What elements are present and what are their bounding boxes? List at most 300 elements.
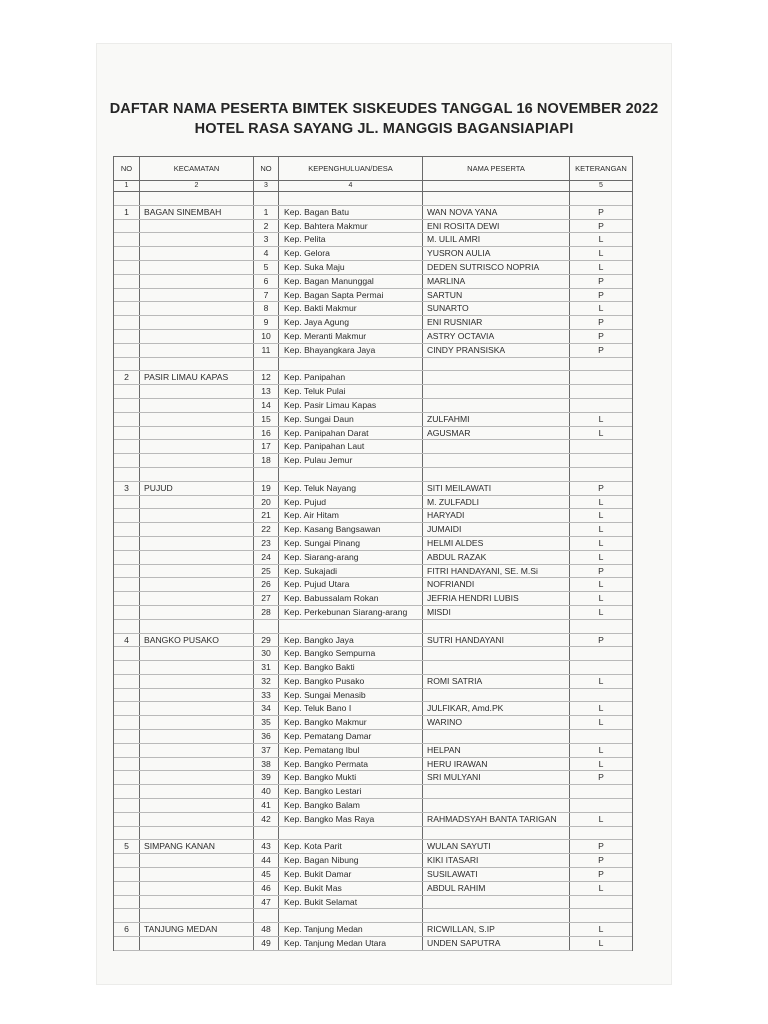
- desa-no: 23: [254, 537, 279, 550]
- empty-cell: [279, 827, 423, 840]
- empty-cell: [140, 882, 254, 895]
- gender-code: P: [598, 344, 604, 355]
- empty-cell: [570, 192, 632, 205]
- desa-name: Kep. Siarang-arang: [279, 551, 423, 564]
- empty-cell: [423, 358, 570, 371]
- table-row: [114, 302, 632, 316]
- desa-no: 25: [254, 565, 279, 578]
- gender-code: P: [598, 841, 604, 852]
- empty-cell: [140, 868, 254, 881]
- col-number: 1: [114, 181, 140, 191]
- desa-name: Kep. Panipahan Darat: [279, 427, 423, 440]
- participant-name: KIKI ITASARI: [423, 854, 570, 867]
- desa-no: 33: [254, 689, 279, 702]
- desa-no: 34: [254, 702, 279, 715]
- desa-name: Kep. Pematang Damar: [279, 730, 423, 743]
- empty-cell: [140, 537, 254, 550]
- desa-no: 14: [254, 399, 279, 412]
- empty-cell: [114, 385, 140, 398]
- table-row: [114, 551, 632, 565]
- gender-code: [570, 647, 632, 660]
- kecamatan-no: 2: [114, 371, 140, 384]
- empty-cell: [140, 675, 254, 688]
- participant-name: [423, 689, 570, 702]
- table-row: [114, 537, 632, 551]
- desa-no: 29: [254, 634, 279, 647]
- empty-cell: [114, 565, 140, 578]
- desa-no: 15: [254, 413, 279, 426]
- desa-name: Kep. Bangko Makmur: [279, 716, 423, 729]
- gender-code: P: [598, 855, 604, 866]
- table-row: [114, 496, 632, 510]
- participant-name: [423, 399, 570, 412]
- empty-cell: [140, 358, 254, 371]
- gender-code: L: [598, 813, 604, 824]
- desa-no: 4: [254, 247, 279, 260]
- empty-cell: [423, 909, 570, 922]
- empty-cell: [140, 771, 254, 784]
- empty-cell: [140, 440, 254, 453]
- gender-code: L: [598, 413, 604, 424]
- kecamatan-no: 4: [114, 634, 140, 647]
- table-row: [114, 675, 632, 689]
- desa-no: 40: [254, 785, 279, 798]
- desa-name: Kep. Panipahan Laut: [279, 440, 423, 453]
- empty-cell: [114, 440, 140, 453]
- participant-name: SITI MEILAWATI: [423, 482, 570, 495]
- participant-name: SUNARTO: [423, 302, 570, 315]
- desa-no: 32: [254, 675, 279, 688]
- desa-no: 7: [254, 289, 279, 302]
- gender-code: P: [598, 869, 604, 880]
- participant-name: ABDUL RAHIM: [423, 882, 570, 895]
- participant-name: ZULFAHMI: [423, 413, 570, 426]
- desa-name: Kep. Pematang Ibul: [279, 744, 423, 757]
- empty-cell: [114, 233, 140, 246]
- empty-cell: [140, 261, 254, 274]
- desa-no: 39: [254, 771, 279, 784]
- table-row: [114, 330, 632, 344]
- gender-code: L: [598, 744, 604, 755]
- desa-name: Kep. Bagan Batu: [279, 206, 423, 219]
- empty-cell: [114, 868, 140, 881]
- desa-no: 35: [254, 716, 279, 729]
- table-row: [114, 385, 632, 399]
- gender-code: L: [598, 717, 604, 728]
- empty-cell: [114, 523, 140, 536]
- gender-code: [570, 799, 632, 812]
- desa-name: Kep. Bangko Balam: [279, 799, 423, 812]
- gender-code: [570, 454, 632, 467]
- empty-cell: [114, 675, 140, 688]
- desa-no: 11: [254, 344, 279, 357]
- desa-name: Kep. Pujud: [279, 496, 423, 509]
- empty-cell: [114, 537, 140, 550]
- empty-cell: [140, 592, 254, 605]
- header-nama-peserta: NAMA PESERTA: [423, 157, 570, 180]
- empty-cell: [140, 233, 254, 246]
- gender-code: L: [598, 703, 604, 714]
- participant-name: M. ZULFADLI: [423, 496, 570, 509]
- gender-code: L: [598, 551, 604, 562]
- participant-name: ENI RUSNIAR: [423, 316, 570, 329]
- gender-code: L: [598, 234, 604, 245]
- empty-cell: [114, 399, 140, 412]
- desa-name: Kep. Babussalam Rokan: [279, 592, 423, 605]
- empty-cell: [140, 785, 254, 798]
- table-row: [114, 799, 632, 813]
- table-row: [114, 813, 632, 827]
- empty-cell: [114, 261, 140, 274]
- desa-name: Kep. Teluk Bano I: [279, 702, 423, 715]
- empty-cell: [114, 909, 140, 922]
- empty-cell: [423, 620, 570, 633]
- empty-cell: [140, 937, 254, 950]
- desa-name: Kep. Teluk Nayang: [279, 482, 423, 495]
- desa-no: 24: [254, 551, 279, 564]
- empty-cell: [140, 344, 254, 357]
- participant-name: YUSRON AULIA: [423, 247, 570, 260]
- empty-cell: [140, 896, 254, 909]
- empty-cell: [140, 413, 254, 426]
- empty-cell: [114, 661, 140, 674]
- empty-cell: [114, 785, 140, 798]
- empty-cell: [140, 427, 254, 440]
- gender-code: [570, 385, 632, 398]
- participant-name: [423, 371, 570, 384]
- empty-cell: [114, 275, 140, 288]
- gender-code: P: [598, 330, 604, 341]
- desa-no: 2: [254, 220, 279, 233]
- empty-cell: [140, 302, 254, 315]
- empty-cell: [114, 813, 140, 826]
- empty-cell: [423, 827, 570, 840]
- empty-cell: [140, 385, 254, 398]
- empty-cell: [254, 620, 279, 633]
- desa-no: 42: [254, 813, 279, 826]
- empty-cell: [279, 358, 423, 371]
- empty-cell: [114, 620, 140, 633]
- table-row: [114, 896, 632, 910]
- desa-name: Kep. Bagan Manunggal: [279, 275, 423, 288]
- empty-cell: [114, 496, 140, 509]
- desa-no: 30: [254, 647, 279, 660]
- empty-cell: [114, 702, 140, 715]
- empty-cell: [140, 620, 254, 633]
- desa-name: Kep. Bhayangkara Jaya: [279, 344, 423, 357]
- desa-no: 45: [254, 868, 279, 881]
- empty-cell: [570, 909, 632, 922]
- participant-name: FITRI HANDAYANI, SE. M.Si: [423, 565, 570, 578]
- gender-code: L: [598, 496, 604, 507]
- gender-code: [570, 689, 632, 702]
- col-number: 2: [140, 181, 254, 191]
- gender-code: [570, 399, 632, 412]
- empty-cell: [140, 275, 254, 288]
- desa-name: Kep. Bangko Pusako: [279, 675, 423, 688]
- participant-name: [423, 730, 570, 743]
- participant-name: ABDUL RAZAK: [423, 551, 570, 564]
- desa-name: Kep. Sungai Pinang: [279, 537, 423, 550]
- gender-code: P: [598, 220, 604, 231]
- gender-code: [570, 896, 632, 909]
- desa-no: 26: [254, 578, 279, 591]
- desa-name: Kep. Bukit Mas: [279, 882, 423, 895]
- empty-cell: [114, 689, 140, 702]
- empty-cell: [114, 551, 140, 564]
- desa-no: 8: [254, 302, 279, 315]
- empty-cell: [140, 247, 254, 260]
- desa-name: Kep. Jaya Agung: [279, 316, 423, 329]
- desa-name: Kep. Pasir Limau Kapas: [279, 399, 423, 412]
- table-row: [114, 261, 632, 275]
- empty-cell: [140, 730, 254, 743]
- participant-name: [423, 896, 570, 909]
- desa-name: Kep. Meranti Makmur: [279, 330, 423, 343]
- desa-name: Kep. Kasang Bangsawan: [279, 523, 423, 536]
- kecamatan-no: 5: [114, 840, 140, 853]
- kecamatan-name: BANGKO PUSAKO: [140, 634, 254, 647]
- desa-name: Kep. Pulau Jemur: [279, 454, 423, 467]
- participant-name: [423, 785, 570, 798]
- table-row: [114, 233, 632, 247]
- empty-cell: [570, 358, 632, 371]
- desa-no: 36: [254, 730, 279, 743]
- empty-cell: [254, 909, 279, 922]
- desa-no: 21: [254, 509, 279, 522]
- gender-code: L: [598, 938, 604, 949]
- empty-cell: [114, 854, 140, 867]
- empty-cell: [140, 551, 254, 564]
- desa-no: 6: [254, 275, 279, 288]
- table-row: [114, 620, 632, 634]
- empty-cell: [114, 882, 140, 895]
- empty-cell: [114, 454, 140, 467]
- empty-cell: [114, 827, 140, 840]
- empty-cell: [140, 509, 254, 522]
- gender-code: L: [598, 882, 604, 893]
- empty-cell: [114, 799, 140, 812]
- empty-cell: [140, 399, 254, 412]
- header-kecamatan: KECAMATAN: [140, 157, 254, 180]
- table-row: [114, 413, 632, 427]
- kecamatan-no: 3: [114, 482, 140, 495]
- participant-name: ROMI SATRIA: [423, 675, 570, 688]
- desa-no: 49: [254, 937, 279, 950]
- table-row: [114, 289, 632, 303]
- desa-no: 48: [254, 923, 279, 936]
- kecamatan-name: TANJUNG MEDAN: [140, 923, 254, 936]
- participant-name: HELMI ALDES: [423, 537, 570, 550]
- gender-code: L: [598, 675, 604, 686]
- table-row: [114, 316, 632, 330]
- empty-cell: [114, 344, 140, 357]
- desa-no: 27: [254, 592, 279, 605]
- participant-name: WARINO: [423, 716, 570, 729]
- gender-code: P: [598, 317, 604, 328]
- table-row: [114, 634, 632, 648]
- gender-code: P: [598, 565, 604, 576]
- empty-cell: [254, 358, 279, 371]
- header-no: NO: [114, 157, 140, 180]
- desa-name: Kep. Bangko Sempurna: [279, 647, 423, 660]
- kecamatan-no: 1: [114, 206, 140, 219]
- table-row: [114, 606, 632, 620]
- desa-name: Kep. Bangko Lestari: [279, 785, 423, 798]
- desa-name: Kep. Sungai Menasib: [279, 689, 423, 702]
- gender-code: L: [598, 606, 604, 617]
- desa-no: 43: [254, 840, 279, 853]
- desa-no: 46: [254, 882, 279, 895]
- gender-code: P: [598, 289, 604, 300]
- kecamatan-name: SIMPANG KANAN: [140, 840, 254, 853]
- empty-cell: [114, 289, 140, 302]
- desa-name: Kep. Bagan Nibung: [279, 854, 423, 867]
- desa-no: 3: [254, 233, 279, 246]
- participant-name: M. ULIL AMRI: [423, 233, 570, 246]
- gender-code: [570, 785, 632, 798]
- table-row: [114, 716, 632, 730]
- table-header-row: [114, 157, 632, 181]
- header-no-desa: NO: [254, 157, 279, 180]
- table-row: [114, 509, 632, 523]
- desa-name: Kep. Bangko Bakti: [279, 661, 423, 674]
- table-row: [114, 771, 632, 785]
- table-row: [114, 192, 632, 206]
- empty-cell: [114, 937, 140, 950]
- participant-name: [423, 385, 570, 398]
- participant-name: ASTRY OCTAVIA: [423, 330, 570, 343]
- desa-name: Kep. Pujud Utara: [279, 578, 423, 591]
- desa-name: Kep. Teluk Pulai: [279, 385, 423, 398]
- desa-name: Kep. Bakti Makmur: [279, 302, 423, 315]
- empty-cell: [114, 771, 140, 784]
- table-row: [114, 744, 632, 758]
- empty-cell: [140, 909, 254, 922]
- table-row: [114, 689, 632, 703]
- desa-no: 31: [254, 661, 279, 674]
- table-row: [114, 344, 632, 358]
- table-row: [114, 730, 632, 744]
- empty-cell: [114, 730, 140, 743]
- empty-cell: [114, 592, 140, 605]
- empty-cell: [114, 606, 140, 619]
- empty-cell: [114, 468, 140, 481]
- table-row: [114, 592, 632, 606]
- empty-cell: [140, 702, 254, 715]
- kecamatan-name: BAGAN SINEMBAH: [140, 206, 254, 219]
- gender-code: L: [598, 261, 604, 272]
- table-row: [114, 427, 632, 441]
- participant-name: JUMAIDI: [423, 523, 570, 536]
- table-row: [114, 868, 632, 882]
- empty-cell: [140, 827, 254, 840]
- gender-code: L: [598, 510, 604, 521]
- participant-name: ENI ROSITA DEWI: [423, 220, 570, 233]
- desa-no: 9: [254, 316, 279, 329]
- empty-cell: [140, 758, 254, 771]
- gender-code: P: [598, 772, 604, 783]
- participant-name: WAN NOVA YANA: [423, 206, 570, 219]
- desa-no: 28: [254, 606, 279, 619]
- desa-name: Kep. Kota Parit: [279, 840, 423, 853]
- gender-code: L: [598, 537, 604, 548]
- desa-no: 10: [254, 330, 279, 343]
- empty-cell: [140, 854, 254, 867]
- empty-cell: [114, 896, 140, 909]
- gender-code: P: [598, 482, 604, 493]
- kecamatan-no: 6: [114, 923, 140, 936]
- desa-name: Kep. Perkebunan Siarang-arang: [279, 606, 423, 619]
- empty-cell: [140, 496, 254, 509]
- participant-name: MARLINA: [423, 275, 570, 288]
- empty-cell: [279, 620, 423, 633]
- desa-name: Kep. Bangko Jaya: [279, 634, 423, 647]
- table-row: [114, 371, 632, 385]
- gender-code: P: [598, 634, 604, 645]
- gender-code: L: [598, 427, 604, 438]
- table-row: [114, 206, 632, 220]
- desa-no: 13: [254, 385, 279, 398]
- participant-name: HERU IRAWAN: [423, 758, 570, 771]
- empty-cell: [140, 192, 254, 205]
- empty-cell: [140, 220, 254, 233]
- gender-code: [570, 371, 632, 384]
- desa-name: Kep. Gelora: [279, 247, 423, 260]
- desa-name: Kep. Bukit Selamat: [279, 896, 423, 909]
- desa-name: Kep. Bangko Permata: [279, 758, 423, 771]
- participant-name: [423, 647, 570, 660]
- empty-cell: [114, 330, 140, 343]
- empty-cell: [140, 330, 254, 343]
- desa-name: Kep. Air Hitam: [279, 509, 423, 522]
- table-row: [114, 923, 632, 937]
- empty-cell: [114, 316, 140, 329]
- table-row: [114, 565, 632, 579]
- header-kepenghuluan: KEPENGHULUAN/DESA: [279, 157, 423, 180]
- col-number: 4: [279, 181, 423, 191]
- empty-cell: [114, 220, 140, 233]
- gender-code: L: [598, 579, 604, 590]
- empty-cell: [570, 620, 632, 633]
- empty-cell: [140, 689, 254, 702]
- table-row: [114, 827, 632, 841]
- empty-cell: [114, 358, 140, 371]
- empty-cell: [140, 716, 254, 729]
- empty-cell: [570, 827, 632, 840]
- empty-cell: [140, 289, 254, 302]
- desa-no: 18: [254, 454, 279, 467]
- desa-name: Kep. Tanjung Medan Utara: [279, 937, 423, 950]
- desa-name: Kep. Sungai Daun: [279, 413, 423, 426]
- table-row: [114, 758, 632, 772]
- participant-name: [423, 799, 570, 812]
- desa-no: 19: [254, 482, 279, 495]
- gender-code: P: [598, 206, 604, 217]
- participant-name: AGUSMAR: [423, 427, 570, 440]
- empty-cell: [254, 192, 279, 205]
- empty-cell: [114, 758, 140, 771]
- gender-code: [570, 661, 632, 674]
- empty-cell: [140, 565, 254, 578]
- table-body: [114, 192, 632, 951]
- empty-cell: [114, 247, 140, 260]
- empty-cell: [279, 192, 423, 205]
- desa-no: 20: [254, 496, 279, 509]
- empty-cell: [140, 454, 254, 467]
- desa-name: Kep. Panipahan: [279, 371, 423, 384]
- participant-name: RAHMADSYAH BANTA TARIGAN: [423, 813, 570, 826]
